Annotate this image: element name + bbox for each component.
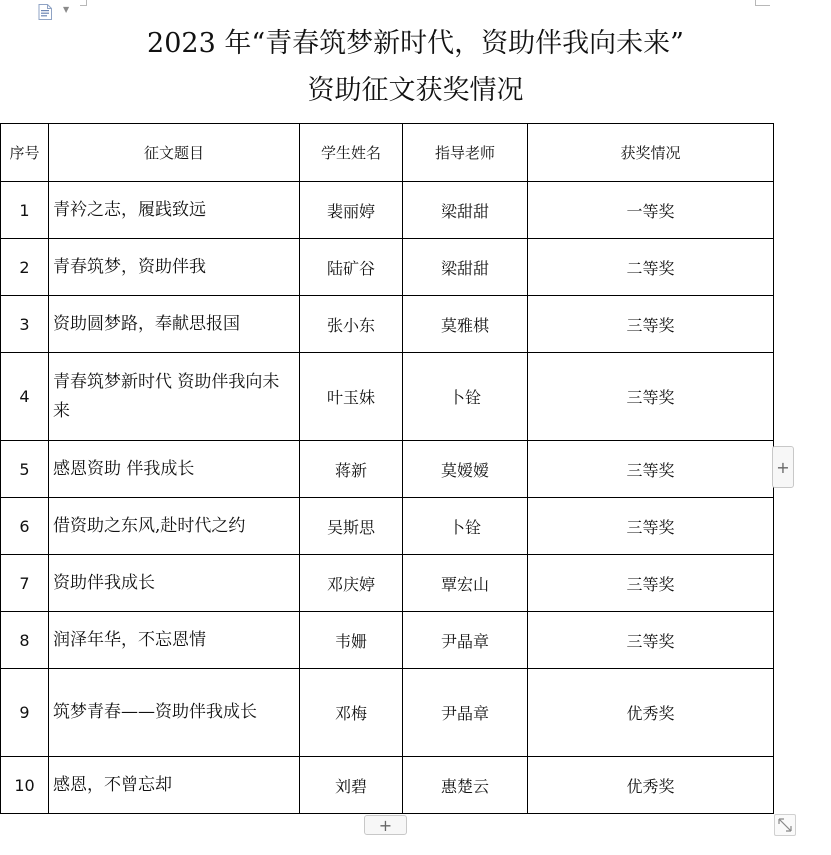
cell-student[interactable]: 蒋新 xyxy=(300,441,403,498)
header-index[interactable]: 序号 xyxy=(1,124,49,182)
cell-essay-title[interactable]: 感恩，不曾忘却 xyxy=(49,757,300,814)
cell-student[interactable]: 邓梅 xyxy=(300,669,403,757)
cell-student[interactable]: 刘碧 xyxy=(300,757,403,814)
cell-award[interactable]: 三等奖 xyxy=(528,555,774,612)
header-award[interactable]: 获奖情况 xyxy=(528,124,774,182)
cell-essay-title[interactable]: 资助伴我成长 xyxy=(49,555,300,612)
cell-essay-title[interactable]: 筑梦青春——资助伴我成长 xyxy=(49,669,300,757)
cell-award[interactable]: 一等奖 xyxy=(528,182,774,239)
document-title-line1: 2023 年“青春筑梦新时代，资助伴我向未来” xyxy=(147,28,684,59)
cell-essay-title[interactable]: 青春筑梦，资助伴我 xyxy=(49,239,300,296)
cell-teacher[interactable]: 莫嫒嫒 xyxy=(403,441,528,498)
cell-index[interactable]: 4 xyxy=(1,353,49,441)
cell-award[interactable]: 三等奖 xyxy=(528,498,774,555)
cell-index[interactable]: 6 xyxy=(1,498,49,555)
cell-student[interactable]: 邓庆婷 xyxy=(300,555,403,612)
cell-index[interactable]: 5 xyxy=(1,441,49,498)
cell-teacher[interactable]: 卜铨 xyxy=(403,353,528,441)
cell-award[interactable]: 三等奖 xyxy=(528,296,774,353)
header-student-name[interactable]: 学生姓名 xyxy=(300,124,403,182)
cell-student[interactable]: 韦姗 xyxy=(300,612,403,669)
cell-award[interactable]: 优秀奖 xyxy=(528,669,774,757)
cell-student[interactable]: 张小东 xyxy=(300,296,403,353)
cell-teacher[interactable]: 梁甜甜 xyxy=(403,239,528,296)
cell-teacher[interactable]: 卜铨 xyxy=(403,498,528,555)
cell-student[interactable]: 陆矿谷 xyxy=(300,239,403,296)
cell-essay-title[interactable]: 感恩资助 伴我成长 xyxy=(49,441,300,498)
cell-essay-title[interactable]: 借资助之东风,赴时代之约 xyxy=(49,498,300,555)
add-row-button[interactable]: + xyxy=(364,815,407,835)
table-row xyxy=(1,555,774,612)
cell-award[interactable]: 三等奖 xyxy=(528,612,774,669)
page-corner-mark-left xyxy=(80,0,87,6)
cell-essay-title[interactable]: 润泽年华，不忘恩情 xyxy=(49,612,300,669)
cell-teacher[interactable]: 莫雅棋 xyxy=(403,296,528,353)
table-row xyxy=(1,669,774,757)
table-row xyxy=(1,612,774,669)
add-column-button[interactable]: + xyxy=(772,446,794,488)
cell-teacher[interactable]: 梁甜甜 xyxy=(403,182,528,239)
table-row xyxy=(1,757,774,814)
cell-index[interactable]: 3 xyxy=(1,296,49,353)
cell-index[interactable]: 8 xyxy=(1,612,49,669)
cell-index[interactable]: 1 xyxy=(1,182,49,239)
cell-award[interactable]: 优秀奖 xyxy=(528,757,774,814)
cell-teacher[interactable]: 覃宏山 xyxy=(403,555,528,612)
cell-index[interactable]: 2 xyxy=(1,239,49,296)
cell-student[interactable]: 裴丽婷 xyxy=(300,182,403,239)
cell-essay-title[interactable]: 青春筑梦新时代 资助伴我向未来 xyxy=(49,353,300,441)
cell-award[interactable]: 二等奖 xyxy=(528,239,774,296)
cell-essay-title[interactable]: 青衿之志，履践致远 xyxy=(49,182,300,239)
table-row xyxy=(1,498,774,555)
cell-essay-title[interactable]: 资助圆梦路，奉献思报国 xyxy=(49,296,300,353)
page-corner-mark-right xyxy=(755,0,770,6)
cell-award[interactable]: 三等奖 xyxy=(528,441,774,498)
resize-icon xyxy=(775,815,795,835)
header-essay-title[interactable]: 征文题目 xyxy=(49,124,300,182)
cell-index[interactable]: 9 xyxy=(1,669,49,757)
cell-student[interactable]: 吴斯思 xyxy=(300,498,403,555)
cell-teacher[interactable]: 尹晶章 xyxy=(403,612,528,669)
table-resize-handle[interactable] xyxy=(774,814,796,836)
award-table xyxy=(0,123,774,814)
header-teacher[interactable]: 指导老师 xyxy=(403,124,528,182)
table-row xyxy=(1,239,774,296)
cell-index[interactable]: 10 xyxy=(1,757,49,814)
document-icon[interactable] xyxy=(38,4,52,20)
table-row xyxy=(1,296,774,353)
chevron-down-icon[interactable]: ▼ xyxy=(63,5,70,14)
cell-teacher[interactable]: 尹晶章 xyxy=(403,669,528,757)
table-header-row xyxy=(1,124,774,182)
cell-student[interactable]: 叶玉妹 xyxy=(300,353,403,441)
table-row xyxy=(1,353,774,441)
cell-index[interactable]: 7 xyxy=(1,555,49,612)
table-row xyxy=(1,441,774,498)
table-row xyxy=(1,182,774,239)
cell-teacher[interactable]: 惠楚云 xyxy=(403,757,528,814)
cell-award[interactable]: 三等奖 xyxy=(528,353,774,441)
document-title-line2: 资助征文获奖情况 xyxy=(307,75,524,106)
